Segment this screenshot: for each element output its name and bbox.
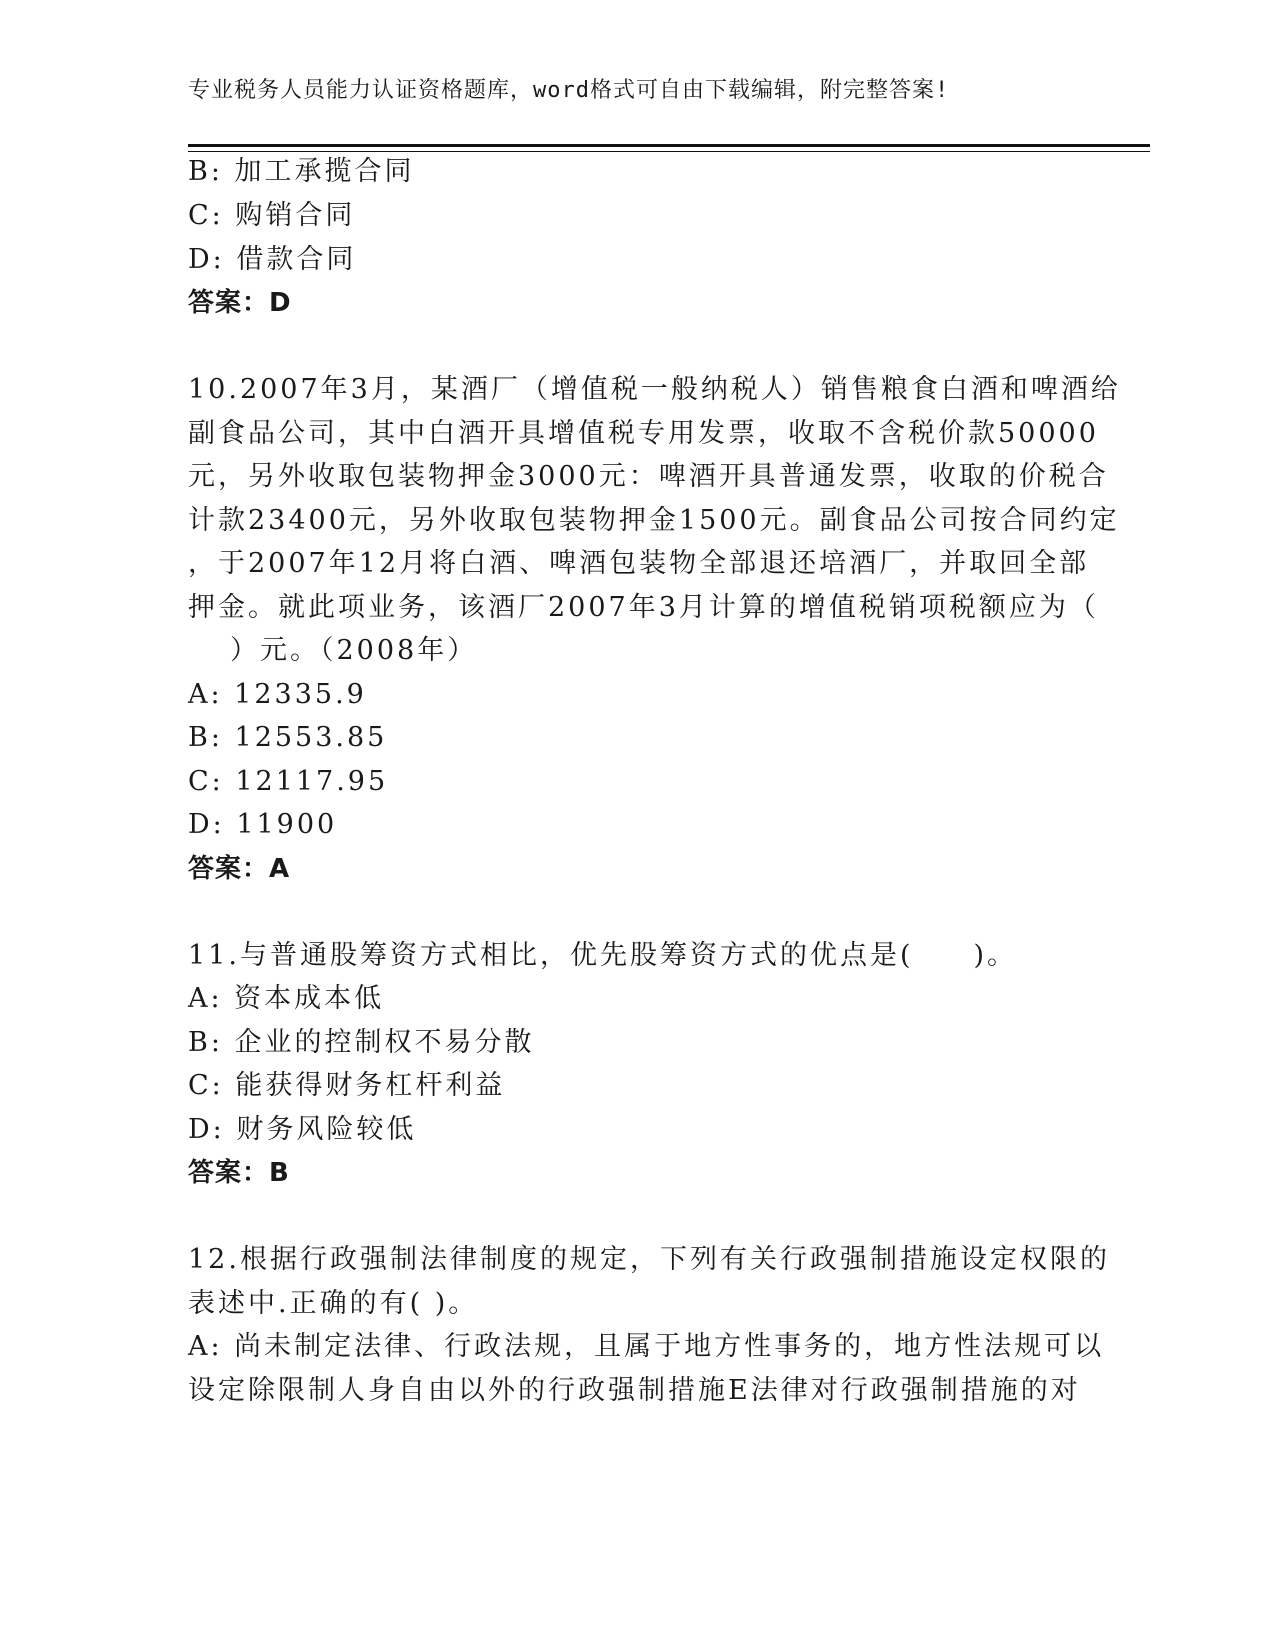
q11-answer: 答案：B bbox=[188, 1158, 290, 1188]
q10-option-a: A: 12335.9 bbox=[188, 679, 367, 710]
q10-stem-line-1: 10.2007年3月，某酒厂（增值税一般纳税人）销售粮食白酒和啤酒给 bbox=[188, 374, 1121, 405]
q12-option-a-line-2: 设定除限制人身自由以外的行政强制措施E法律对行政强制措施的对 bbox=[188, 1375, 1081, 1406]
q9-answer: 答案：D bbox=[188, 288, 292, 318]
q10-option-c: C: 12117.95 bbox=[188, 766, 389, 797]
q11-option-c: C: 能获得财务杠杆利益 bbox=[188, 1070, 506, 1101]
q11-option-d: D: 财务风险较低 bbox=[188, 1114, 417, 1145]
q10-stem-line-7: ）元。（2008年） bbox=[230, 635, 478, 666]
q10-stem-line-2: 副食品公司，其中白酒开具增值税专用发票，收取不含税价款50000 bbox=[188, 418, 1099, 449]
q12-stem-line-2: 表述中.正确的有( )。 bbox=[188, 1288, 479, 1319]
q9-option-b: B: 加工承揽合同 bbox=[188, 156, 415, 187]
q10-answer: 答案：A bbox=[188, 854, 291, 884]
q11-option-a: A: 资本成本低 bbox=[188, 983, 385, 1014]
q10-option-d: D: 11900 bbox=[188, 809, 338, 840]
q11-option-b: B: 企业的控制权不易分散 bbox=[188, 1027, 535, 1058]
header-rule-thick bbox=[188, 144, 1150, 147]
q10-stem-line-3: 元，另外收取包装物押金3000元：啤酒开具普通发票，收取的价税合 bbox=[188, 461, 1109, 492]
q12-stem-line-1: 12.根据行政强制法律制度的规定，下列有关行政强制措施设定权限的 bbox=[188, 1244, 1110, 1275]
page-header: 专业税务人员能力认证资格题库，word格式可自由下载编辑，附完整答案! bbox=[188, 78, 950, 103]
q10-stem-line-5: ，于2007年12月将白酒、啤酒包装物全部退还培酒厂，并取回全部 bbox=[188, 548, 1090, 579]
q10-stem-line-6: 押金。就此项业务，该酒厂2007年3月计算的增值税销项税额应为（ bbox=[188, 592, 1099, 623]
q12-option-a-line-1: A: 尚未制定法律、行政法规，且属于地方性事务的，地方性法规可以 bbox=[188, 1331, 1105, 1362]
q11-stem: 11.与普通股筹资方式相比，优先股筹资方式的优点是( )。 bbox=[188, 940, 1018, 971]
q9-option-c: C: 购销合同 bbox=[188, 200, 356, 231]
q10-stem-line-4: 计款23400元，另外收取包装物押金1500元。副食品公司按合同约定 bbox=[188, 505, 1120, 536]
q9-option-d: D: 借款合同 bbox=[188, 244, 357, 275]
q10-option-b: B: 12553.85 bbox=[188, 722, 388, 753]
